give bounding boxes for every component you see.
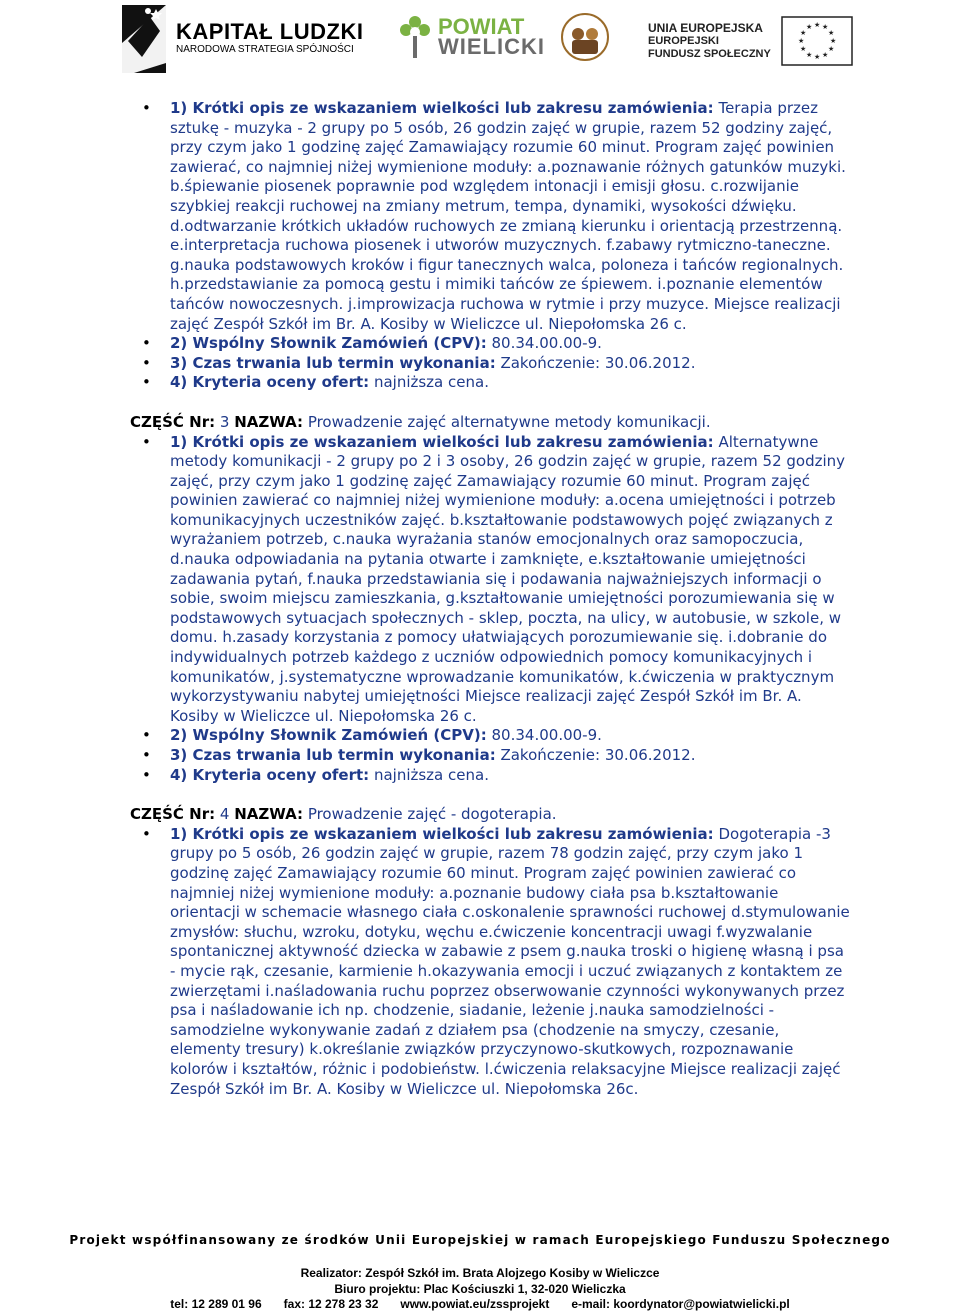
header — [0, 0, 960, 80]
powiat-flower-icon — [398, 14, 432, 60]
kapital-ludzki-logo — [120, 2, 363, 74]
footer-fax: fax: 12 278 23 32 — [283, 1297, 379, 1311]
ue-line1: UNIA EUROPEJSKA — [648, 20, 763, 35]
bullet-icon: • — [142, 99, 151, 117]
kapital-ludzki-emblem-icon — [120, 3, 168, 73]
footer-biuro: Biuro projektu: Plac Kościuszki 1, 32-020 Wieliczka — [334, 1281, 626, 1296]
footer-email-link[interactable]: e-mail: koordynator@powiatwielicki.pl — [571, 1297, 790, 1311]
powiat-line2: WIELICKI — [438, 34, 545, 59]
part-heading — [130, 413, 850, 433]
name-label: NAZWA: — [234, 805, 304, 824]
item-label: 3) Czas trwania lub termin wykonania: — [170, 746, 496, 764]
item-label: 1) Krótki opis ze wskazaniem wielkości lub zakresu zamówienia: — [170, 824, 714, 843]
wieliczka-seal-logo — [560, 12, 610, 68]
item-value: Zakończenie: 30.06.2012. — [500, 353, 696, 372]
item-value: 80.34.00.00-9. — [491, 726, 602, 745]
item-value: najniższa cena. — [373, 765, 489, 784]
svg-text:★: ★ — [799, 45, 807, 53]
name-label: NAZWA: — [234, 412, 304, 431]
bullet-icon: • — [142, 334, 151, 353]
part-label: CZĘŚĆ Nr: — [130, 412, 216, 431]
part-number: 4 — [219, 805, 230, 824]
bullet-icon: • — [142, 373, 151, 392]
item-label: 4) Kryteria oceny ofert: — [170, 373, 370, 392]
svg-text:★: ★ — [813, 53, 821, 61]
item-value: Alternatywne metody komunikacji - 2 grupy po 2 i 3 osoby, 26 godzin zajęć w grupie, razem 52 godziny zajęć, przy czym jako 1 godzinę zajęć Zamawiający rozumie 60 minut. Program zajęć powinien zawierać co najmniej niżej wymienione moduły: a.ocena umiejętności i potrzeb komunikacyjnych uczestników zajęć. b.kształtowanie podstawowych pojęć związanych z wyrażaniem potrzeb, c.nauka wyrażania stanów emocjonalnych oraz samopoczucia, d.nauka odpowiadania na pytania otwarte i zamknięte, e.kształtowanie umiejętności zadawania pytań, f.nauka przedstawiania się i podawania najważniejszych informacji o sobie, swoim miejscu zamieszkania, g.kształtowanie umiejętności porozumiewania się w podstawowych sytuacjach społecznych - sklep, poczta, na ulicy, w autobusie, w szkole, w domu. h.zasady korzystania z pomocy ułatwiających porozumiewanie się. i.dobranie do indywidualnych potrzeb każdego z uczniów odpowiednich pomocy komunikacyjnych i komunikatów, j.systematyczne wprowadzanie komunikatów, k.ćwiczenia w praktycznym wykorzystywaniu nabytej umiejętności Miejsce realizacji zajęć Zespół Szkół im Br. A. Kosiby w Wieliczce ul. Niepołomska 26 c. — [170, 432, 846, 725]
kapital-ludzki-subtitle: NARODOWA STRATEGIA SPÓJNOŚCI — [176, 44, 354, 55]
list-item — [130, 825, 850, 1099]
unia-europejska-logo — [648, 16, 853, 66]
svg-text:★: ★ — [827, 45, 835, 53]
bullet-icon: • — [142, 765, 151, 784]
ue-line3: FUNDUSZ SPOŁECZNY — [648, 47, 771, 60]
list-item — [130, 433, 850, 727]
svg-text:★: ★ — [805, 23, 813, 31]
bullet-icon: • — [142, 432, 151, 451]
item-label: 2) Wspólny Słownik Zamówień (CPV): — [170, 726, 487, 745]
eu-flag-icon — [781, 16, 853, 66]
svg-text:★: ★ — [813, 21, 821, 29]
part-heading — [130, 805, 850, 825]
list-item — [130, 354, 850, 374]
svg-text:★: ★ — [797, 37, 805, 45]
bullet-icon: • — [142, 746, 151, 764]
bullet-icon: • — [142, 353, 151, 372]
list-item — [130, 334, 850, 354]
footer-realizator: Realizator: Zespół Szkół im. Brata Alojzego Kosiby w Wieliczce — [300, 1266, 660, 1280]
svg-text:★: ★ — [799, 29, 807, 37]
item-label: 1) Krótki opis ze wskazaniem wielkości lub zakresu zamówienia: — [170, 99, 714, 117]
item-value: najniższa cena. — [373, 373, 489, 392]
bullet-icon: • — [142, 824, 151, 843]
part-name: Prowadzenie zajęć - dogoterapia. — [307, 805, 557, 824]
powiat-line1: POWIAT — [438, 14, 525, 39]
item-value: Dogoterapia -3 grupy po 5 osób, 26 godzin zajęć w grupie, razem 78 godzin zajęć, przy czym jako 1 godzinę zajęć Zamawiający rozumie 60 minut. Program zajęć powinien zawierać co najmniej niżej wymienione moduły: a.poznanie budowy ciała psa b.kształtowanie orientacji w schemacie własnego ciała c.oskonalenie sprawności ruchowej d.stymulowanie zmysłów: słuchu, wzroku, dotyku, węchu e.ćwiczenie koncentracji uwagi f.wyzwalanie spontanicznej aktywność dziecka w zabawie z psem g.nauka troski o higienę własną i psa - mycie rąk, czesanie, karmienie h.okazywania emocji i uczuć związanych z kontaktem ze zwierzętami i.naśladowania ruchu poprzez obserwowanie czynności wykonywanych przez psa i naśladowanie ich np. chodzenie, siadanie, leżenie j.nauka samodzielności - samodzielne wykonywanie zadań z działem psa (chodzenie na smyczy, czesanie, elementy tresury) k.określanie związków przyczynowo-skutkowych, rozpoznawanie kolorów i kształtów, różnic i podobieństw. l.ćwiczenia relaksacyjne Miejsce realizacji zajęć Zespół Szkół im Br. A. Kosiby w Wieliczce ul. Niepołomska 26c. — [170, 824, 850, 1098]
list-item — [130, 766, 850, 786]
kapital-ludzki-title: KAPITAŁ LUDZKI — [176, 19, 364, 44]
footer-www-link[interactable]: www.powiat.eu/zssprojekt — [400, 1297, 550, 1311]
list-item — [130, 99, 850, 334]
footer-project-line: Projekt współfinansowany ze środków Unii Europejskiej w ramach Europejskiego Funduszu Społecznego — [69, 1233, 891, 1247]
item-label: 4) Kryteria oceny ofert: — [170, 765, 370, 784]
wieliczka-seal-icon — [560, 12, 610, 68]
svg-text:★: ★ — [821, 51, 829, 59]
powiat-wielicki-logo — [398, 14, 545, 60]
part-label: CZĘŚĆ Nr: — [130, 805, 216, 824]
svg-text:★: ★ — [829, 37, 837, 45]
item-text — [170, 99, 850, 334]
footer-contact — [0, 1266, 960, 1313]
list-item — [130, 746, 850, 766]
part-number: 3 — [219, 412, 230, 431]
svg-text:★: ★ — [821, 23, 829, 31]
svg-text:★: ★ — [805, 51, 813, 59]
item-value: Zakończenie: 30.06.2012. — [500, 746, 696, 764]
list-item — [130, 726, 850, 746]
item-value: 80.34.00.00-9. — [491, 334, 602, 353]
item-value: Terapia przez sztukę - muzyka - 2 grupy po 5 osób, 26 godzin zajęć w grupie, razem 52 godziny zajęć, przy czym jako 1 godzinę zajęć Zamawiający rozumie 60 minut. Program zajęć powinien zawierać, co najmniej niżej wymienione moduły: a.poznawanie różnych gatunków muzyki. b.śpiewanie piosenek poprawnie pod względem intonacji i emisji głosu. c.rozwijanie szybkiej reakcji ruchowej na zmiany metrum, tempa, dynamiki, wysokości dźwięku. d.odtwarzanie krótkich układów ruchowych ze zmianą kierunku i orientacją przestrzenną. e.interpretacja ruchowa piosenek i utworów muzycznych. f.zabawy rytmiczno-taneczne. g.nauka podstawowych kroków i figur tanecznych walca, poloneza i tańców regionalnych. h.przedstawianie za pomocą gestu i mimiki tańców ze śpiewem. i.poznanie elementów tańców nowoczesnych. j.improwizacja ruchowa w rytmie i przy muzyce. Miejsce realizacji zajęć Zespół Szkół im Br. A. Kosiby w Wieliczce ul. Niepołomska 26 c. — [170, 99, 846, 333]
part-name: Prowadzenie zajęć alternatywne metody komunikacji. — [307, 412, 711, 431]
ue-line2: EUROPEJSKI — [648, 34, 719, 47]
item-label: 1) Krótki opis ze wskazaniem wielkości lub zakresu zamówienia: — [170, 432, 714, 451]
bullet-icon: • — [142, 726, 151, 745]
document-body — [130, 99, 850, 1099]
svg-text:★: ★ — [827, 29, 835, 37]
item-label: 2) Wspólny Słownik Zamówień (CPV): — [170, 334, 487, 353]
item-label: 3) Czas trwania lub termin wykonania: — [170, 353, 496, 372]
list-item — [130, 373, 850, 393]
footer-tel: tel: 12 289 01 96 — [170, 1297, 262, 1311]
